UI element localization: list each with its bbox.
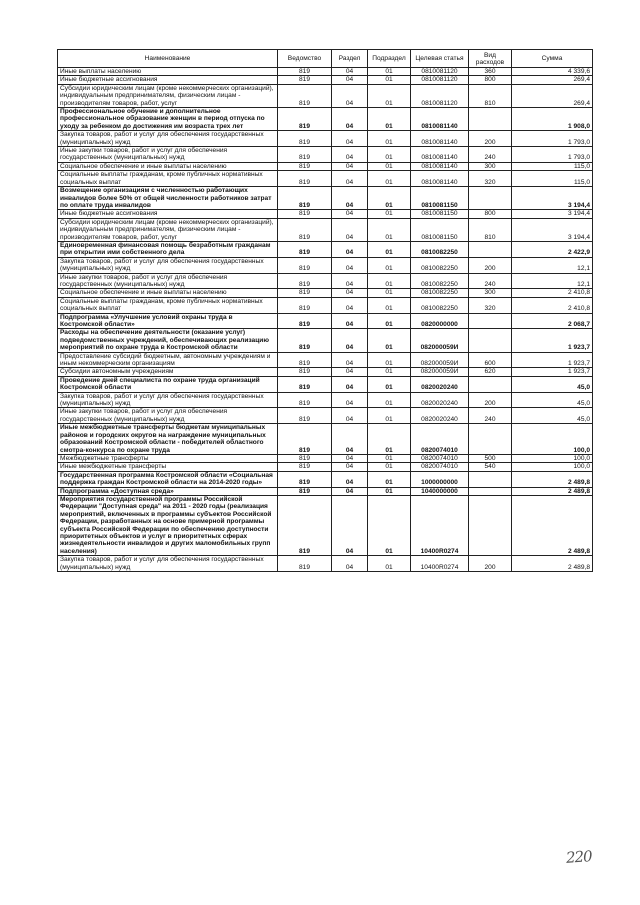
cell-dept: 819 [278, 131, 332, 147]
cell-expense: 240 [469, 147, 512, 163]
cell-section: 04 [332, 241, 368, 257]
cell-expense [469, 187, 512, 210]
cell-section: 04 [332, 147, 368, 163]
cell-sum: 45,0 [512, 408, 593, 424]
cell-subsection: 01 [368, 424, 411, 455]
budget-table [57, 49, 593, 572]
cell-article: 0810081140 [411, 162, 469, 170]
cell-name: Социальные выплаты гражданам, кроме публичных нормативных социальных выплат [58, 171, 278, 187]
cell-name: Социальные выплаты гражданам, кроме публичных нормативных социальных выплат [58, 297, 278, 313]
table-row [58, 454, 593, 462]
cell-section: 04 [332, 556, 368, 572]
cell-dept: 819 [278, 187, 332, 210]
header-subsection: Подраздел [368, 50, 411, 68]
cell-section: 04 [332, 495, 368, 555]
table-row [58, 84, 593, 107]
cell-name: Иные межбюджетные трансферты [58, 463, 278, 471]
cell-sum: 2 489,8 [512, 556, 593, 572]
cell-article: 10400R0274 [411, 495, 469, 555]
cell-dept: 819 [278, 147, 332, 163]
cell-subsection: 01 [368, 454, 411, 462]
cell-section: 04 [332, 392, 368, 408]
cell-section: 04 [332, 297, 368, 313]
cell-article: 0810081140 [411, 171, 469, 187]
cell-expense: 320 [469, 171, 512, 187]
cell-name: Иные закупки товаров, работ и услуг для обеспечения государственных (муниципальных) нужд [58, 147, 278, 163]
cell-expense [469, 424, 512, 455]
cell-subsection: 01 [368, 297, 411, 313]
cell-expense: 810 [469, 84, 512, 107]
cell-subsection: 01 [368, 392, 411, 408]
cell-subsection: 01 [368, 187, 411, 210]
cell-subsection: 01 [368, 273, 411, 289]
cell-section: 04 [332, 273, 368, 289]
cell-dept: 819 [278, 495, 332, 555]
cell-subsection: 01 [368, 147, 411, 163]
cell-subsection: 01 [368, 463, 411, 471]
cell-sum: 45,0 [512, 392, 593, 408]
header-article: Целевая статья [411, 50, 469, 68]
cell-subsection: 01 [368, 84, 411, 107]
cell-name: Социальное обеспечение и иные выплаты населению [58, 162, 278, 170]
cell-section: 04 [332, 454, 368, 462]
table-row [58, 487, 593, 495]
cell-article: 0810081150 [411, 210, 469, 218]
cell-expense: 200 [469, 131, 512, 147]
cell-article: 0820020240 [411, 392, 469, 408]
table-row [58, 273, 593, 289]
cell-expense: 300 [469, 162, 512, 170]
cell-dept: 819 [278, 257, 332, 273]
cell-name: Закупка товаров, работ и услуг для обеспечения государственных (муниципальных) нужд [58, 392, 278, 408]
cell-subsection: 01 [368, 76, 411, 84]
table-row [58, 257, 593, 273]
cell-subsection: 01 [368, 218, 411, 241]
cell-dept: 819 [278, 76, 332, 84]
cell-article: 0820074010 [411, 424, 469, 455]
cell-dept: 819 [278, 454, 332, 462]
cell-dept: 819 [278, 392, 332, 408]
table-row [58, 408, 593, 424]
cell-sum: 3 194,4 [512, 187, 593, 210]
table-row [58, 463, 593, 471]
cell-expense: 800 [469, 76, 512, 84]
cell-expense [469, 471, 512, 487]
cell-name: Подпрограмма «Доступная среда» [58, 487, 278, 495]
table-row [58, 376, 593, 392]
table-row [58, 241, 593, 257]
cell-section: 04 [332, 131, 368, 147]
cell-name: Иные закупки товаров, работ и услуг для обеспечения государственных (муниципальных) нужд [58, 273, 278, 289]
cell-name: Иные бюджетные ассигнования [58, 210, 278, 218]
cell-subsection: 01 [368, 241, 411, 257]
cell-name: Государственная программа Костромской области «Социальная поддержка граждан Костромской области на 2014-2020 годы» [58, 471, 278, 487]
cell-dept: 819 [278, 218, 332, 241]
cell-expense [469, 495, 512, 555]
cell-section: 04 [332, 162, 368, 170]
cell-sum: 2 422,9 [512, 241, 593, 257]
table-row [58, 368, 593, 376]
cell-subsection: 01 [368, 289, 411, 297]
table-row [58, 162, 593, 170]
cell-dept: 819 [278, 68, 332, 76]
cell-expense: 810 [469, 218, 512, 241]
cell-sum: 1 923,7 [512, 329, 593, 352]
cell-subsection: 01 [368, 210, 411, 218]
cell-section: 04 [332, 329, 368, 352]
cell-name: Иные выплаты населению [58, 68, 278, 76]
cell-expense [469, 376, 512, 392]
cell-sum: 2 410,8 [512, 289, 593, 297]
table-row [58, 218, 593, 241]
cell-dept: 819 [278, 463, 332, 471]
cell-section: 04 [332, 376, 368, 392]
cell-dept: 819 [278, 329, 332, 352]
header-sum: Сумма [512, 50, 593, 68]
cell-section: 04 [332, 210, 368, 218]
cell-subsection: 01 [368, 329, 411, 352]
cell-section: 04 [332, 76, 368, 84]
table-row [58, 556, 593, 572]
cell-dept: 819 [278, 376, 332, 392]
cell-article: 0810082250 [411, 257, 469, 273]
cell-article: 0810081150 [411, 218, 469, 241]
cell-subsection: 01 [368, 352, 411, 368]
cell-subsection: 01 [368, 68, 411, 76]
table-row [58, 108, 593, 131]
cell-name: Возмещение организациям с численностью работающих инвалидов более 50% от общей численности работников затрат по оплате труда инвалидов [58, 187, 278, 210]
cell-section: 04 [332, 171, 368, 187]
cell-name: Субсидии юридическим лицам (кроме некоммерческих организаций), индивидуальным предпринимателям, физическим лицам - производителям товаров, работ, услуг [58, 218, 278, 241]
cell-dept: 819 [278, 424, 332, 455]
header-name: Наименование [58, 50, 278, 68]
cell-subsection: 01 [368, 108, 411, 131]
cell-dept: 819 [278, 313, 332, 329]
cell-dept: 819 [278, 471, 332, 487]
table-row [58, 68, 593, 76]
table-row [58, 352, 593, 368]
cell-article: 0810082250 [411, 289, 469, 297]
cell-sum: 100,0 [512, 424, 593, 455]
table-row [58, 424, 593, 455]
cell-expense: 240 [469, 408, 512, 424]
cell-dept: 819 [278, 289, 332, 297]
cell-article: 0810081120 [411, 84, 469, 107]
cell-expense: 320 [469, 297, 512, 313]
table-row [58, 187, 593, 210]
cell-article: 082000059И [411, 368, 469, 376]
cell-article: 1000000000 [411, 471, 469, 487]
cell-subsection: 01 [368, 471, 411, 487]
table-row [58, 147, 593, 163]
cell-article: 0810081120 [411, 68, 469, 76]
table-row [58, 210, 593, 218]
cell-article: 0820020240 [411, 376, 469, 392]
cell-expense: 200 [469, 392, 512, 408]
cell-name: Мероприятия государственной программы Российской Федерации "Доступная среда" на 2011 - 2020 годы (реализация мероприятий, включенных в программы субъектов Российской Федерации, разработанных на основе примерной программы субъекта Российской Федерации по обеспечению доступности приоритетных объектов и услуг в приоритетных сферах жизнедеятельности инвалидов и других маломобильных групп населения) [58, 495, 278, 555]
cell-dept: 819 [278, 368, 332, 376]
cell-expense: 360 [469, 68, 512, 76]
cell-article: 0810081140 [411, 147, 469, 163]
cell-dept: 819 [278, 84, 332, 107]
cell-dept: 819 [278, 273, 332, 289]
cell-section: 04 [332, 368, 368, 376]
cell-section: 04 [332, 68, 368, 76]
cell-expense: 500 [469, 454, 512, 462]
cell-expense: 540 [469, 463, 512, 471]
cell-subsection: 01 [368, 487, 411, 495]
cell-sum: 4 339,6 [512, 68, 593, 76]
cell-sum: 3 194,4 [512, 210, 593, 218]
cell-sum: 12,1 [512, 257, 593, 273]
cell-subsection: 01 [368, 556, 411, 572]
cell-subsection: 01 [368, 257, 411, 273]
cell-expense: 300 [469, 289, 512, 297]
cell-subsection: 01 [368, 171, 411, 187]
cell-subsection: 01 [368, 495, 411, 555]
cell-article: 0810082250 [411, 273, 469, 289]
cell-article: 0810081140 [411, 108, 469, 131]
table-row [58, 289, 593, 297]
cell-name: Предоставление субсидий бюджетным, автономным учреждениям и иным некоммерческим организациям [58, 352, 278, 368]
cell-dept: 819 [278, 352, 332, 368]
cell-dept: 819 [278, 162, 332, 170]
cell-expense [469, 313, 512, 329]
table-row [58, 495, 593, 555]
cell-sum: 2 489,8 [512, 495, 593, 555]
cell-name: Межбюджетные трансферты [58, 454, 278, 462]
cell-article: 0810081140 [411, 131, 469, 147]
cell-article: 0810081150 [411, 187, 469, 210]
cell-sum: 2 489,8 [512, 471, 593, 487]
cell-dept: 819 [278, 171, 332, 187]
cell-subsection: 01 [368, 368, 411, 376]
cell-name: Иные межбюджетные трансферты бюджетам муниципальных районов и городских округов на награждение муниципальных образований Костромской области - победителей областного смотра-конкурса по охране труда [58, 424, 278, 455]
table-row [58, 392, 593, 408]
cell-dept: 819 [278, 241, 332, 257]
cell-article: 0820020240 [411, 408, 469, 424]
cell-expense: 200 [469, 257, 512, 273]
cell-subsection: 01 [368, 131, 411, 147]
table-row [58, 297, 593, 313]
header-dept: Ведомство [278, 50, 332, 68]
cell-name: Подпрограмма «Улучшение условий охраны труда в Костромской области» [58, 313, 278, 329]
cell-subsection: 01 [368, 408, 411, 424]
cell-section: 04 [332, 424, 368, 455]
cell-section: 04 [332, 313, 368, 329]
cell-name: Профессиональное обучение и дополнительное профессиональное образование женщин в период отпуска по уходу за ребенком до достижения им возраста трех лет [58, 108, 278, 131]
cell-sum: 100,0 [512, 454, 593, 462]
cell-name: Расходы на обеспечение деятельности (оказание услуг) подведомственных учреждений, обеспечивающих реализацию мероприятий по охране труда в Костромской области [58, 329, 278, 352]
page-number: 220 [565, 847, 593, 867]
cell-sum: 1 923,7 [512, 368, 593, 376]
cell-sum: 3 194,4 [512, 218, 593, 241]
cell-article: 1040000000 [411, 487, 469, 495]
cell-name: Субсидии юридическим лицам (кроме некоммерческих организаций), индивидуальным предпринимателям, физическим лицам - производителям товаров, работ, услуг [58, 84, 278, 107]
cell-subsection: 01 [368, 376, 411, 392]
cell-section: 04 [332, 108, 368, 131]
cell-sum: 2 410,8 [512, 297, 593, 313]
table-row [58, 329, 593, 352]
cell-sum: 1 793,0 [512, 131, 593, 147]
cell-article: 0820074010 [411, 463, 469, 471]
cell-name: Закупка товаров, работ и услуг для обеспечения государственных (муниципальных) нужд [58, 556, 278, 572]
cell-sum: 100,0 [512, 463, 593, 471]
cell-section: 04 [332, 487, 368, 495]
cell-sum: 1 908,0 [512, 108, 593, 131]
cell-section: 04 [332, 257, 368, 273]
cell-dept: 819 [278, 556, 332, 572]
cell-expense: 240 [469, 273, 512, 289]
cell-article: 0820000000 [411, 313, 469, 329]
cell-section: 04 [332, 352, 368, 368]
cell-section: 04 [332, 187, 368, 210]
cell-name: Субсидии автономным учреждениям [58, 368, 278, 376]
cell-sum: 115,0 [512, 162, 593, 170]
cell-expense [469, 241, 512, 257]
table-row [58, 313, 593, 329]
cell-dept: 819 [278, 297, 332, 313]
cell-name: Проведение дней специалиста по охране труда организаций Костромской области [58, 376, 278, 392]
cell-section: 04 [332, 408, 368, 424]
cell-expense: 200 [469, 556, 512, 572]
cell-dept: 819 [278, 210, 332, 218]
cell-sum: 115,0 [512, 171, 593, 187]
cell-name: Социальное обеспечение и иные выплаты населению [58, 289, 278, 297]
cell-section: 04 [332, 218, 368, 241]
header-expense: Вид расходов [469, 50, 512, 68]
cell-section: 04 [332, 463, 368, 471]
cell-sum: 2 489,8 [512, 487, 593, 495]
cell-name: Закупка товаров, работ и услуг для обеспечения государственных (муниципальных) нужд [58, 257, 278, 273]
table-row [58, 471, 593, 487]
cell-name: Закупка товаров, работ и услуг для обеспечения государственных (муниципальных) нужд [58, 131, 278, 147]
cell-sum: 45,0 [512, 376, 593, 392]
cell-section: 04 [332, 471, 368, 487]
cell-expense [469, 329, 512, 352]
cell-article: 0810082250 [411, 297, 469, 313]
cell-article: 0810081120 [411, 76, 469, 84]
cell-article: 082000059И [411, 352, 469, 368]
table-row [58, 171, 593, 187]
cell-article: 0820074010 [411, 454, 469, 462]
cell-name: Иные бюджетные ассигнования [58, 76, 278, 84]
cell-name: Единовременная финансовая помощь безработным гражданам при открытии ими собственного дела [58, 241, 278, 257]
header-section: Раздел [332, 50, 368, 68]
cell-dept: 819 [278, 408, 332, 424]
cell-sum: 2 068,7 [512, 313, 593, 329]
cell-dept: 819 [278, 487, 332, 495]
cell-sum: 269,4 [512, 76, 593, 84]
cell-article: 10400R0274 [411, 556, 469, 572]
cell-expense [469, 108, 512, 131]
cell-name: Иные закупки товаров, работ и услуг для обеспечения государственных (муниципальных) нужд [58, 408, 278, 424]
table-row [58, 131, 593, 147]
cell-sum: 1 923,7 [512, 352, 593, 368]
cell-dept: 819 [278, 108, 332, 131]
cell-section: 04 [332, 84, 368, 107]
cell-expense: 600 [469, 352, 512, 368]
header-row [58, 50, 593, 68]
cell-expense [469, 487, 512, 495]
cell-section: 04 [332, 289, 368, 297]
cell-sum: 12,1 [512, 273, 593, 289]
cell-sum: 1 793,0 [512, 147, 593, 163]
cell-subsection: 01 [368, 162, 411, 170]
cell-article: 0810082250 [411, 241, 469, 257]
cell-article: 082000059И [411, 329, 469, 352]
cell-subsection: 01 [368, 313, 411, 329]
cell-expense: 620 [469, 368, 512, 376]
table-row [58, 76, 593, 84]
cell-sum: 269,4 [512, 84, 593, 107]
cell-expense: 800 [469, 210, 512, 218]
